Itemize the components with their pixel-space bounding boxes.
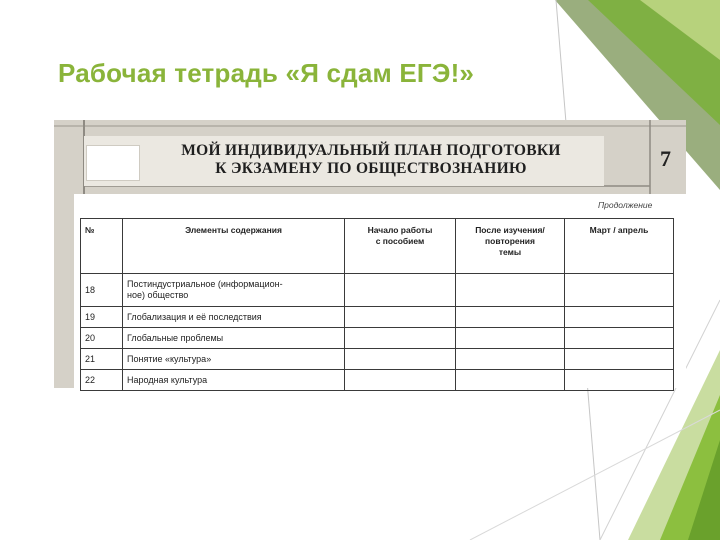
- row-element-line-2: ное) общество: [127, 290, 189, 300]
- row-number: 18: [81, 274, 123, 307]
- continued-label: Продолжение: [598, 200, 653, 210]
- cell-after-study[interactable]: [456, 370, 565, 391]
- cell-start[interactable]: [345, 328, 456, 349]
- cell-march-april[interactable]: [565, 328, 674, 349]
- cell-after-study[interactable]: [456, 328, 565, 349]
- cell-march-april[interactable]: [565, 370, 674, 391]
- table-row: [81, 328, 674, 349]
- cell-after-study[interactable]: [456, 274, 565, 307]
- header-elements: Элементы содержания: [123, 219, 345, 274]
- cell-start[interactable]: [345, 274, 456, 307]
- row-element: Понятие «культура»: [123, 349, 345, 370]
- cell-after-study[interactable]: [456, 349, 565, 370]
- page-number: 7: [660, 146, 671, 171]
- table-row: [81, 274, 674, 307]
- cell-march-april[interactable]: [565, 307, 674, 328]
- header-start-line-1: Начало работы: [367, 225, 433, 235]
- slide-title: Рабочая тетрадь «Я сдам ЕГЭ!»: [58, 58, 475, 88]
- cell-start[interactable]: [345, 349, 456, 370]
- table-row: [81, 349, 674, 370]
- row-element: [123, 274, 345, 307]
- cell-start[interactable]: [345, 370, 456, 391]
- study-plan-table: [80, 218, 674, 391]
- plan-header-blank-box: [86, 145, 140, 181]
- header-march-april: Март / апрель: [565, 219, 674, 274]
- header-after-line-1: После изучения/: [475, 225, 545, 235]
- cell-start[interactable]: [345, 307, 456, 328]
- header-num: №: [81, 219, 123, 274]
- header-after-line-2: повторения: [485, 236, 535, 246]
- header-start: [345, 219, 456, 274]
- table-row: [81, 307, 674, 328]
- plan-heading-line-2: К ЭКЗАМЕНУ ПО ОБЩЕСТВОЗНАНИЮ: [215, 160, 527, 177]
- table-row: [81, 370, 674, 391]
- cell-after-study[interactable]: [456, 307, 565, 328]
- row-element: Народная культура: [123, 370, 345, 391]
- header-after-line-3: темы: [498, 247, 522, 257]
- row-element: Глобальные проблемы: [123, 328, 345, 349]
- cell-march-april[interactable]: [565, 349, 674, 370]
- row-element-line-1: Постиндустриальное (информацион-: [127, 279, 283, 289]
- header-start-line-2: с пособием: [375, 236, 425, 246]
- plan-heading: [140, 142, 602, 178]
- plan-heading-line-1: МОЙ ИНДИВИДУАЛЬНЫЙ ПЛАН ПОДГОТОВКИ: [181, 142, 561, 159]
- cell-march-april[interactable]: [565, 274, 674, 307]
- row-number: 19: [81, 307, 123, 328]
- row-number: 21: [81, 349, 123, 370]
- table-header-row: [81, 219, 674, 274]
- row-element: Глобализация и её последствия: [123, 307, 345, 328]
- row-number: 22: [81, 370, 123, 391]
- header-after-study: [456, 219, 565, 274]
- row-number: 20: [81, 328, 123, 349]
